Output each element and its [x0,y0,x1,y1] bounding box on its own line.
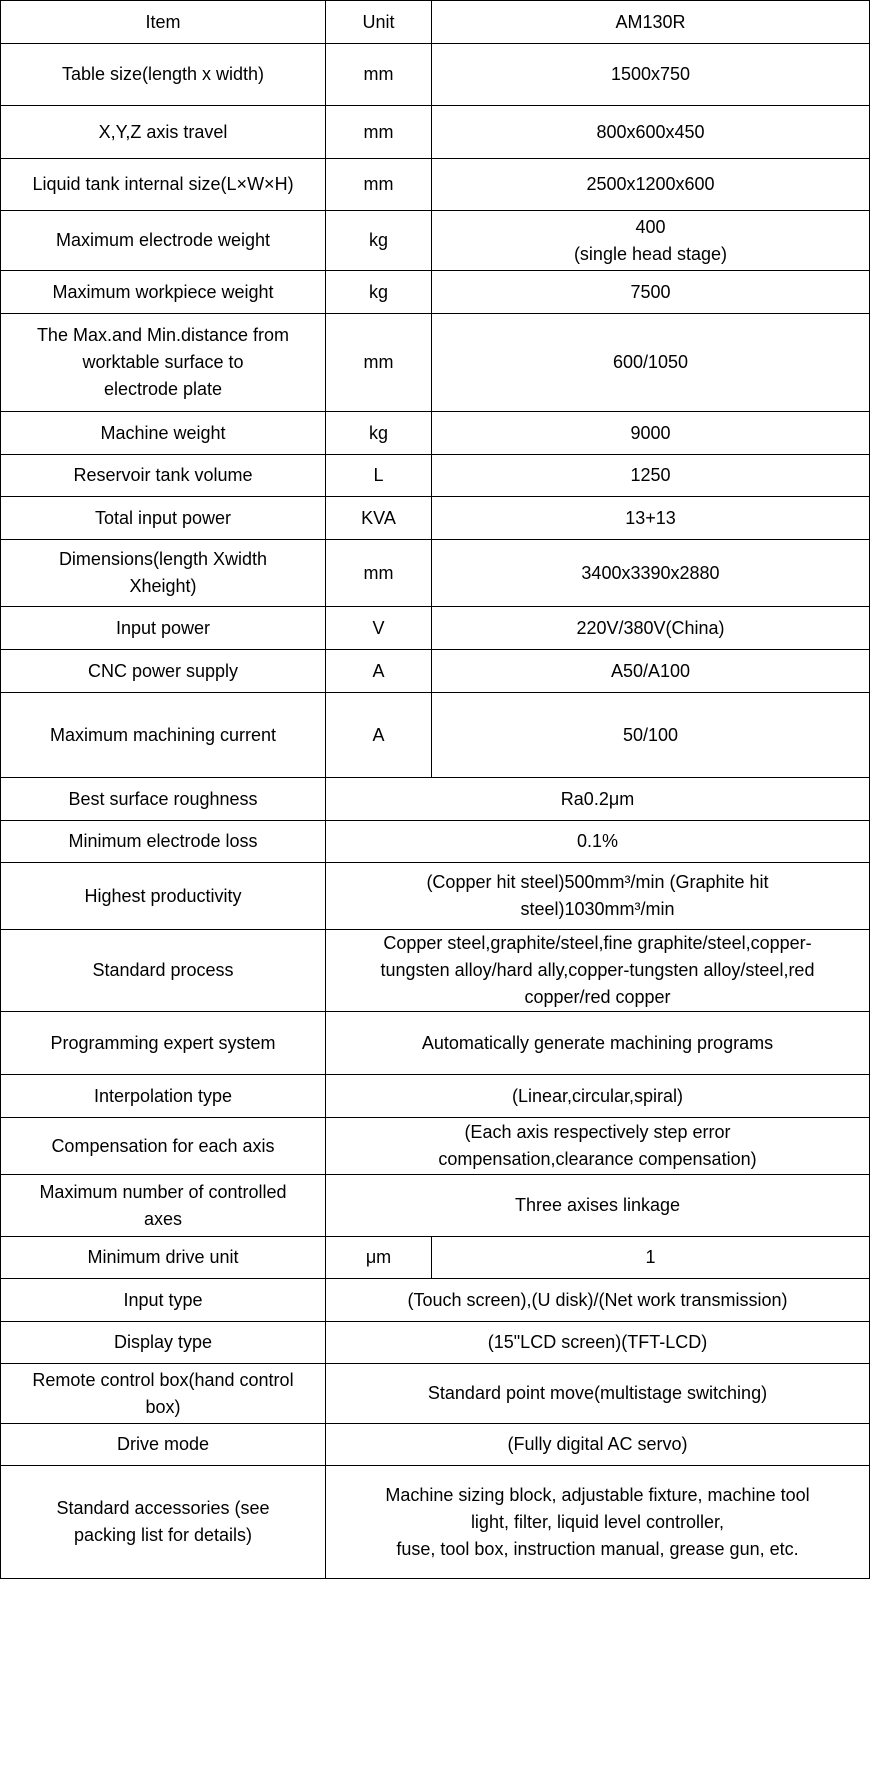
row-item: Standard accessories (see packing list for details) [1,1466,326,1579]
row-item: Input type [1,1279,326,1322]
row-value: Machine sizing block, adjustable fixture, machine tool light, filter, liquid level controller, fuse, tool box, instruction manual, grease gun, etc. [326,1466,870,1579]
row-value: Ra0.2μm [326,778,870,821]
table-row [1,863,870,930]
row-item: Drive mode [1,1424,326,1466]
row-value: 1250 [432,455,870,497]
table-row [1,44,870,106]
row-item: X,Y,Z axis travel [1,106,326,159]
row-item: The Max.and Min.distance from worktable surface to electrode plate [1,314,326,412]
row-item: Interpolation type [1,1075,326,1118]
table-row [1,497,870,540]
row-value: Three axises linkage [326,1175,870,1237]
row-unit: kg [326,211,432,271]
row-item: Programming expert system [1,1012,326,1075]
table-row [1,1466,870,1579]
row-item: Machine weight [1,412,326,455]
table-row [1,693,870,778]
row-item: Display type [1,1322,326,1364]
row-item: CNC power supply [1,650,326,693]
table-row [1,1322,870,1364]
table-row [1,106,870,159]
row-item: Reservoir tank volume [1,455,326,497]
row-value: 220V/380V(China) [432,607,870,650]
row-value: (Linear,circular,spiral) [326,1075,870,1118]
row-value: Automatically generate machining programs [326,1012,870,1075]
table-row [1,607,870,650]
row-item: Minimum drive unit [1,1237,326,1279]
table-row [1,1012,870,1075]
row-item: Minimum electrode loss [1,821,326,863]
table-row [1,211,870,271]
row-value: 400 (single head stage) [432,211,870,271]
row-item: Highest productivity [1,863,326,930]
row-item: Compensation for each axis [1,1118,326,1175]
table-row [1,412,870,455]
row-value: (15"LCD screen)(TFT-LCD) [326,1322,870,1364]
row-item: Maximum number of controlled axes [1,1175,326,1237]
header-row [1,1,870,44]
row-item: Input power [1,607,326,650]
row-unit: KVA [326,497,432,540]
table-row [1,1118,870,1175]
table-row [1,1364,870,1424]
header-unit: Unit [326,1,432,44]
table-row [1,159,870,211]
table-row [1,1237,870,1279]
row-value: Copper steel,graphite/steel,fine graphite/steel,copper- tungsten alloy/hard ally,copper-tungsten alloy/steel,red copper/red copper [326,930,870,1012]
row-item: Maximum workpiece weight [1,271,326,314]
row-unit: mm [326,106,432,159]
row-unit: kg [326,271,432,314]
table-row [1,540,870,607]
row-item: Maximum electrode weight [1,211,326,271]
row-item: Best surface roughness [1,778,326,821]
row-unit: L [326,455,432,497]
table-row [1,821,870,863]
row-value: 1500x750 [432,44,870,106]
row-item: Maximum machining current [1,693,326,778]
row-unit: V [326,607,432,650]
row-unit: A [326,693,432,778]
row-value: (Copper hit steel)500mm³/min (Graphite hit steel)1030mm³/min [326,863,870,930]
row-value: 600/1050 [432,314,870,412]
row-value: 7500 [432,271,870,314]
row-unit: mm [326,314,432,412]
row-value: 0.1% [326,821,870,863]
row-unit: mm [326,540,432,607]
row-unit: μm [326,1237,432,1279]
row-value: (Touch screen),(U disk)/(Net work transmission) [326,1279,870,1322]
row-value: 13+13 [432,497,870,540]
row-value: A50/A100 [432,650,870,693]
row-item: Dimensions(length Xwidth Xheight) [1,540,326,607]
table-row [1,455,870,497]
header-item: Item [1,1,326,44]
row-value: 2500x1200x600 [432,159,870,211]
row-unit: mm [326,44,432,106]
row-value: 50/100 [432,693,870,778]
row-value: 800x600x450 [432,106,870,159]
table-row [1,1279,870,1322]
row-item: Table size(length x width) [1,44,326,106]
table-row [1,314,870,412]
row-value: (Fully digital AC servo) [326,1424,870,1466]
row-item: Standard process [1,930,326,1012]
row-value: (Each axis respectively step error compensation,clearance compensation) [326,1118,870,1175]
row-value: Standard point move(multistage switching) [326,1364,870,1424]
table-row [1,1424,870,1466]
row-unit: mm [326,159,432,211]
row-item: Remote control box(hand control box) [1,1364,326,1424]
table-row [1,1175,870,1237]
row-value: 3400x3390x2880 [432,540,870,607]
row-item: Total input power [1,497,326,540]
header-model: AM130R [432,1,870,44]
row-item: Liquid tank internal size(L×W×H) [1,159,326,211]
table-row [1,650,870,693]
table-row [1,1075,870,1118]
row-value: 1 [432,1237,870,1279]
row-unit: kg [326,412,432,455]
row-unit: A [326,650,432,693]
table-row [1,271,870,314]
table-row [1,778,870,821]
table-row [1,930,870,1012]
row-value: 9000 [432,412,870,455]
